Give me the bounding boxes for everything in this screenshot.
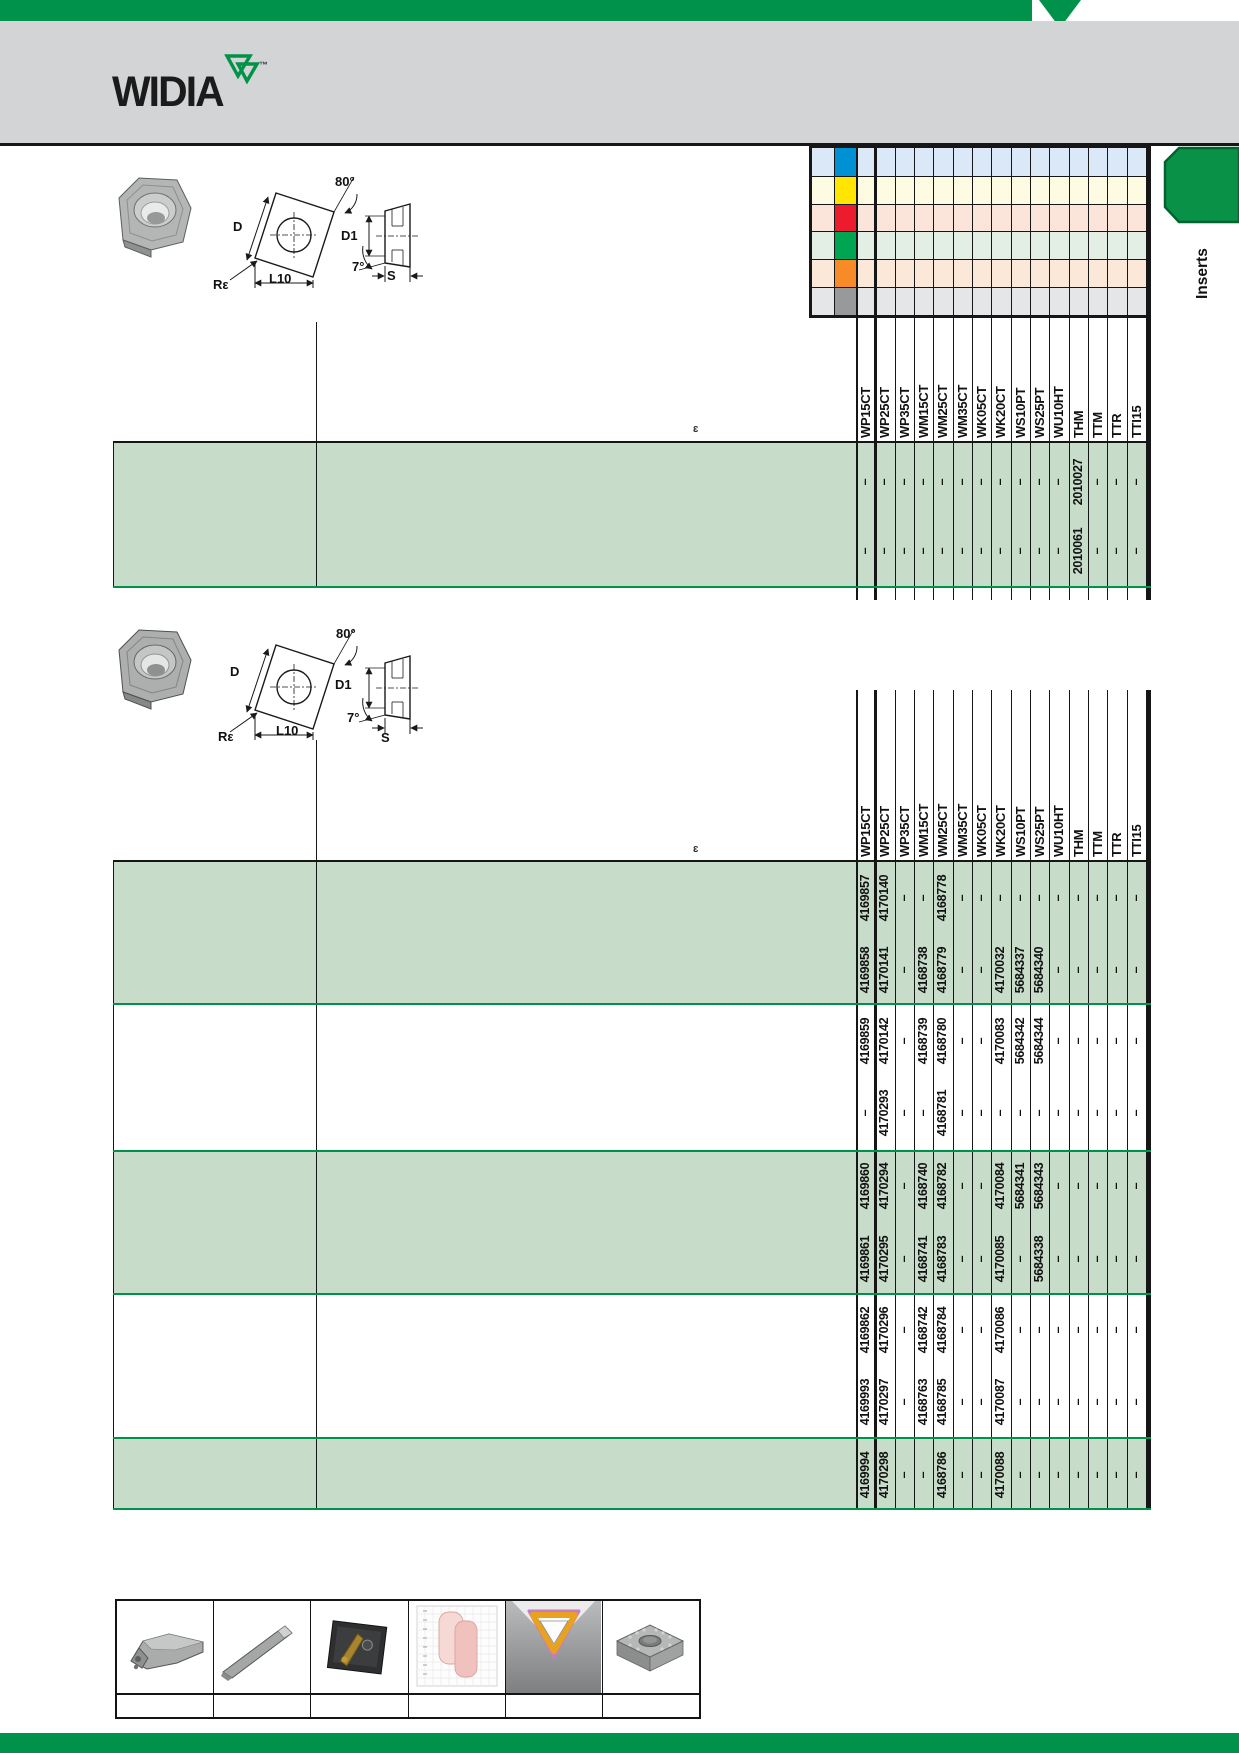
column-line xyxy=(914,690,915,1510)
grid-line xyxy=(809,259,1151,260)
order-number-cell: – xyxy=(1090,1398,1105,1406)
order-number-cell: – xyxy=(1128,1326,1143,1334)
table2-band-separator xyxy=(113,1508,1151,1510)
order-number-cell: – xyxy=(1128,1255,1143,1263)
order-number-cell: – xyxy=(858,1109,873,1117)
order-number-cell: – xyxy=(954,894,969,902)
order-number-cell: 4170295 xyxy=(877,1235,892,1283)
grade-header: WM35CT xyxy=(954,803,970,857)
insert-photo-image xyxy=(603,1601,699,1693)
order-number-cell: – xyxy=(1032,1471,1047,1479)
order-number-cell: – xyxy=(974,1255,989,1263)
strip-label-cell xyxy=(214,1695,311,1717)
order-number-cell: 4168785 xyxy=(935,1378,950,1426)
column-line xyxy=(1069,690,1070,1510)
order-number-cell: – xyxy=(1070,966,1085,974)
order-number-cell: – xyxy=(993,1109,1008,1117)
grade-header: WP35CT xyxy=(896,387,912,438)
order-number-cell: – xyxy=(896,1471,911,1479)
grade-header: WK05CT xyxy=(974,805,990,857)
column-line xyxy=(1127,690,1128,1510)
order-number-cell: – xyxy=(1090,1255,1105,1263)
order-number-cell: – xyxy=(916,1471,931,1479)
order-number-cell: – xyxy=(974,1398,989,1406)
order-number-cell: – xyxy=(974,547,989,555)
column-line xyxy=(914,148,915,600)
table-right-border xyxy=(1146,690,1151,1510)
grade-header: TTM xyxy=(1090,831,1106,857)
order-number-cell: – xyxy=(1051,1182,1066,1190)
grid-row-tint-gray xyxy=(812,287,1146,315)
order-number-cell: – xyxy=(1109,1471,1124,1479)
grade-header: WS10PT xyxy=(1012,806,1028,857)
grade-header: TTI15 xyxy=(1128,405,1144,438)
order-number-cell: – xyxy=(954,1398,969,1406)
order-number-cell: – xyxy=(954,1326,969,1334)
order-number-cell: – xyxy=(974,894,989,902)
order-number-cell: – xyxy=(974,1471,989,1479)
table2-band-separator xyxy=(113,1293,1151,1295)
grid-row-tint-blue xyxy=(812,148,1146,176)
grade-header: WP15CT xyxy=(858,387,874,438)
order-number-cell: – xyxy=(1051,1037,1066,1045)
order-number-cell: – xyxy=(916,547,931,555)
order-number-cell: – xyxy=(1032,1398,1047,1406)
order-number-cell: 4168780 xyxy=(935,1017,950,1065)
order-number-cell: – xyxy=(896,547,911,555)
column-line xyxy=(1088,690,1089,1510)
order-number-cell: – xyxy=(858,547,873,555)
clearance-label-2: 7° xyxy=(347,710,360,725)
order-number-cell: 4170087 xyxy=(993,1378,1008,1426)
radius-label-1: Rε xyxy=(213,277,229,292)
order-number-cell: – xyxy=(1070,1109,1085,1117)
order-number-cell: – xyxy=(896,1398,911,1406)
order-number-cell: 4170083 xyxy=(993,1017,1008,1065)
order-number-cell: – xyxy=(1051,1326,1066,1334)
d1-label-2: D1 xyxy=(335,677,352,692)
order-number-cell: – xyxy=(1109,966,1124,974)
order-number-cell: – xyxy=(1090,478,1105,486)
order-number-cell: 4168741 xyxy=(916,1235,931,1283)
order-number-cell: 4169861 xyxy=(858,1235,873,1283)
table1-left-border xyxy=(113,441,114,588)
grade-header: WP15CT xyxy=(858,806,874,857)
grid-swatch-red xyxy=(834,204,856,232)
order-number-cell: – xyxy=(1051,1471,1066,1479)
angle-label-2: 80° xyxy=(336,626,356,641)
widia-logo: WIDIA xyxy=(112,68,223,116)
order-number-cell: – xyxy=(858,478,873,486)
order-number-cell: – xyxy=(1051,1255,1066,1263)
order-number-cell: – xyxy=(1032,547,1047,555)
order-number-cell: – xyxy=(1051,966,1066,974)
epsilon-symbol-2: ɛ xyxy=(693,843,699,855)
order-number-cell: – xyxy=(1090,1109,1105,1117)
grade-header: THM xyxy=(1070,829,1086,857)
order-number-cell: – xyxy=(1090,1471,1105,1479)
order-number-cell: – xyxy=(974,1037,989,1045)
order-number-cell: – xyxy=(974,966,989,974)
length-label-1: L10 xyxy=(269,271,292,286)
order-number-cell: – xyxy=(1128,1182,1143,1190)
clearance-label-1: 7° xyxy=(352,259,365,274)
order-number-cell: 4170142 xyxy=(877,1017,892,1065)
order-number-cell: 4170084 xyxy=(993,1162,1008,1210)
order-number-cell: – xyxy=(1090,547,1105,555)
table2-band-separator xyxy=(113,1150,1151,1152)
order-number-cell: – xyxy=(1012,1398,1027,1406)
column-line xyxy=(895,148,896,600)
grade-header: WS25PT xyxy=(1032,806,1048,857)
table2-band-separator xyxy=(113,1003,1151,1005)
strip-label-cell xyxy=(117,1695,214,1717)
grade-header: TTI15 xyxy=(1128,824,1144,857)
grade-header: WP35CT xyxy=(896,806,912,857)
grade-header: WM35CT xyxy=(954,384,970,438)
order-number-cell: – xyxy=(1128,966,1143,974)
order-number-cell: – xyxy=(1109,894,1124,902)
grade-header: WK05CT xyxy=(974,386,990,438)
insert-photo-2 xyxy=(119,630,191,709)
grade-header: WP25CT xyxy=(877,387,893,438)
grade-header: WU10HT xyxy=(1051,805,1067,857)
order-number-cell: 4170297 xyxy=(877,1378,892,1426)
order-number-cell: 4170085 xyxy=(993,1235,1008,1283)
insert-profile-image xyxy=(506,1601,603,1693)
order-number-cell: – xyxy=(1070,894,1085,902)
order-number-cell: 4169862 xyxy=(858,1306,873,1354)
order-number-cell: – xyxy=(896,1037,911,1045)
order-number-cell: 5684340 xyxy=(1032,946,1047,994)
order-number-cell: 4168786 xyxy=(935,1451,950,1499)
side-tab-arrow-icon xyxy=(1163,146,1239,224)
order-number-cell: 4170294 xyxy=(877,1162,892,1210)
radius-label-2: Rε xyxy=(218,729,234,744)
order-number-cell: – xyxy=(1090,966,1105,974)
order-number-cell: – xyxy=(935,478,950,486)
grid-swatch-gray xyxy=(834,287,856,315)
top-bar xyxy=(0,0,1032,21)
order-number-cell: 2010027 xyxy=(1070,458,1085,506)
column-line xyxy=(1030,690,1031,1510)
d1-label-1: D1 xyxy=(341,228,358,243)
order-number-cell: – xyxy=(1090,1037,1105,1045)
strip-label-cell xyxy=(506,1695,603,1717)
order-number-cell: 5684337 xyxy=(1012,946,1027,994)
boring-bar-image xyxy=(214,1601,311,1693)
grade-header: WK20CT xyxy=(993,805,1009,857)
order-number-cell: 5684341 xyxy=(1012,1162,1027,1210)
order-number-cell: – xyxy=(916,478,931,486)
application-chart-image xyxy=(409,1601,506,1693)
grid-line xyxy=(809,146,812,318)
order-number-cell: – xyxy=(896,966,911,974)
angle-label-1: 80° xyxy=(335,174,355,189)
column-line xyxy=(953,148,954,600)
order-number-cell: – xyxy=(1070,1398,1085,1406)
grade-header: WS10PT xyxy=(1012,387,1028,438)
table1-top-border xyxy=(113,441,1151,443)
order-number-cell: 4168738 xyxy=(916,946,931,994)
order-number-cell: – xyxy=(974,1326,989,1334)
order-number-cell: 4168763 xyxy=(916,1378,931,1426)
order-number-cell: – xyxy=(1109,1182,1124,1190)
order-number-cell: – xyxy=(1012,894,1027,902)
order-number-cell: 5684342 xyxy=(1012,1017,1027,1065)
order-number-cell: 5684338 xyxy=(1032,1235,1047,1283)
grade-header: WM15CT xyxy=(916,803,932,857)
grade-header: WM15CT xyxy=(916,384,932,438)
order-number-cell: – xyxy=(1109,1037,1124,1045)
grade-header: WM25CT xyxy=(935,384,951,438)
order-number-cell: 5684344 xyxy=(1032,1017,1047,1065)
order-number-cell: – xyxy=(1032,1109,1047,1117)
grid-row-tint-orange xyxy=(812,259,1146,287)
order-number-cell: 4168742 xyxy=(916,1306,931,1354)
table1-bottom-line xyxy=(113,586,1151,588)
order-number-cell: – xyxy=(1012,1255,1027,1263)
order-number-cell: – xyxy=(1090,894,1105,902)
epsilon-symbol-1: ɛ xyxy=(693,423,699,435)
order-number-cell: – xyxy=(974,1182,989,1190)
grid-line xyxy=(809,145,1151,148)
grid-line xyxy=(809,176,1151,177)
order-number-cell: – xyxy=(1090,1326,1105,1334)
order-number-cell: 4170088 xyxy=(993,1451,1008,1499)
grid-line xyxy=(834,148,835,318)
length-label-2: L10 xyxy=(276,723,299,738)
grade-header: WU10HT xyxy=(1051,386,1067,438)
order-number-cell: – xyxy=(1128,1037,1143,1045)
grade-header: WS25PT xyxy=(1032,387,1048,438)
order-number-cell: – xyxy=(954,1255,969,1263)
order-number-cell: – xyxy=(1070,1182,1085,1190)
order-number-cell: – xyxy=(1051,1109,1066,1117)
grade-header: WP25CT xyxy=(877,806,893,857)
order-number-cell: – xyxy=(974,478,989,486)
column-line xyxy=(1011,148,1012,600)
grid-swatch-green xyxy=(834,231,856,259)
order-number-cell: – xyxy=(896,894,911,902)
order-number-cell: – xyxy=(896,478,911,486)
column-line xyxy=(895,690,896,1510)
order-number-cell: – xyxy=(1128,547,1143,555)
order-number-cell: – xyxy=(1070,1255,1085,1263)
order-number-cell: – xyxy=(1128,1109,1143,1117)
column-line xyxy=(972,148,973,600)
order-number-cell: – xyxy=(1012,1471,1027,1479)
order-number-cell: – xyxy=(1128,478,1143,486)
column-line xyxy=(1127,148,1128,600)
order-number-cell: – xyxy=(1090,1182,1105,1190)
order-number-cell: – xyxy=(1051,1398,1066,1406)
order-number-cell: – xyxy=(916,894,931,902)
cartridge-image xyxy=(311,1601,408,1693)
order-number-cell: 4169857 xyxy=(858,874,873,922)
order-number-cell: – xyxy=(1109,478,1124,486)
order-number-cell: 4170141 xyxy=(877,946,892,994)
order-number-cell: 4170298 xyxy=(877,1451,892,1499)
grade-header: TTR xyxy=(1109,413,1125,438)
grade-header: THM xyxy=(1070,410,1086,438)
order-number-cell: – xyxy=(993,894,1008,902)
order-number-cell: 4168784 xyxy=(935,1306,950,1354)
order-number-cell: – xyxy=(1032,478,1047,486)
insert-dimension-drawing-1 xyxy=(113,166,423,301)
order-number-cell: – xyxy=(1109,1255,1124,1263)
order-number-cell: – xyxy=(1070,1326,1085,1334)
order-number-cell: – xyxy=(896,1255,911,1263)
grid-line xyxy=(809,287,1151,288)
order-number-cell: – xyxy=(1012,1326,1027,1334)
order-number-cell: 4168740 xyxy=(916,1162,931,1210)
order-number-cell: – xyxy=(1128,1471,1143,1479)
order-number-cell: 4170293 xyxy=(877,1089,892,1137)
table-right-border xyxy=(1146,148,1151,600)
order-number-cell: 4168778 xyxy=(935,874,950,922)
grid-line xyxy=(809,204,1151,205)
table2-left-divider xyxy=(316,740,317,1510)
column-line xyxy=(972,690,973,1510)
strip-label-cell xyxy=(311,1695,408,1717)
grid-swatch-yellow xyxy=(834,176,856,204)
trademark-symbol: ™ xyxy=(259,60,268,70)
grid-swatch-orange xyxy=(834,259,856,287)
order-number-cell: – xyxy=(993,547,1008,555)
order-number-cell: – xyxy=(954,1037,969,1045)
thickness-label-1: S xyxy=(387,268,396,283)
order-number-cell: – xyxy=(1109,547,1124,555)
table1-left-divider xyxy=(316,322,317,588)
strip-label-cell xyxy=(409,1695,506,1717)
order-number-cell: – xyxy=(1051,894,1066,902)
column-line xyxy=(1011,690,1012,1510)
order-number-cell: – xyxy=(1032,1326,1047,1334)
widia-triangles-icon xyxy=(224,52,260,92)
order-number-cell: – xyxy=(1128,1398,1143,1406)
order-number-cell: – xyxy=(935,547,950,555)
order-number-cell: – xyxy=(1032,894,1047,902)
order-number-cell: – xyxy=(974,1109,989,1117)
order-number-cell: – xyxy=(954,478,969,486)
order-number-cell: 4170296 xyxy=(877,1306,892,1354)
order-number-cell: – xyxy=(1051,478,1066,486)
strip-label-cell xyxy=(603,1695,699,1717)
order-number-cell: – xyxy=(1070,1471,1085,1479)
thickness-label-2: S xyxy=(381,730,390,745)
grid-swatch-blue xyxy=(834,148,856,176)
column-line xyxy=(1088,148,1089,600)
column-line xyxy=(953,690,954,1510)
grade-header: WK20CT xyxy=(993,386,1009,438)
order-number-cell: – xyxy=(1012,547,1027,555)
order-number-cell: 4168783 xyxy=(935,1235,950,1283)
order-number-cell: – xyxy=(954,1471,969,1479)
order-number-cell: 4169993 xyxy=(858,1378,873,1426)
table2-left-border xyxy=(113,860,114,1510)
order-number-cell: 4168782 xyxy=(935,1162,950,1210)
order-number-cell: 4169859 xyxy=(858,1017,873,1065)
order-number-cell: – xyxy=(1109,1326,1124,1334)
order-number-cell: – xyxy=(1128,894,1143,902)
grade-header: TTM xyxy=(1090,412,1106,438)
order-number-cell: – xyxy=(896,1182,911,1190)
order-number-cell: 5684343 xyxy=(1032,1162,1047,1210)
order-number-cell: 2010061 xyxy=(1070,527,1085,575)
order-number-cell: – xyxy=(896,1326,911,1334)
order-number-cell: – xyxy=(877,478,892,486)
order-number-cell: 4169860 xyxy=(858,1162,873,1210)
order-number-cell: – xyxy=(993,478,1008,486)
order-number-cell: – xyxy=(1109,1109,1124,1117)
order-number-cell: 4168739 xyxy=(916,1017,931,1065)
insert-dimension-drawing-2 xyxy=(113,618,423,753)
table2-band-separator xyxy=(113,1437,1151,1439)
order-number-cell: – xyxy=(1012,478,1027,486)
grid-row-tint-green xyxy=(812,231,1146,259)
order-number-cell: 4168779 xyxy=(935,946,950,994)
side-tab-label: Inserts xyxy=(1194,248,1211,299)
order-number-cell: – xyxy=(954,1109,969,1117)
table2-top-border xyxy=(113,860,1151,862)
order-number-cell: – xyxy=(954,547,969,555)
grade-header: TTR xyxy=(1109,832,1125,857)
grade-header: WM25CT xyxy=(935,803,951,857)
grid-line xyxy=(809,231,1151,232)
order-number-cell: – xyxy=(1109,1398,1124,1406)
bottom-bar xyxy=(0,1733,1239,1753)
order-number-cell: – xyxy=(1012,1109,1027,1117)
d-label-1: D xyxy=(233,219,243,234)
toolholder-image xyxy=(117,1601,214,1693)
order-number-cell: – xyxy=(877,547,892,555)
column-line xyxy=(1030,148,1031,600)
product-image-strip xyxy=(115,1599,701,1719)
order-number-cell: – xyxy=(954,966,969,974)
d-label-2: D xyxy=(230,664,240,679)
insert-photo-1 xyxy=(119,178,191,257)
order-number-cell: 4168781 xyxy=(935,1089,950,1137)
order-number-cell: – xyxy=(1070,1037,1085,1045)
column-line xyxy=(1069,148,1070,600)
order-number-cell: 4170140 xyxy=(877,874,892,922)
order-number-cell: – xyxy=(916,1109,931,1117)
order-number-cell: 4170032 xyxy=(993,946,1008,994)
order-number-cell: 4169858 xyxy=(858,946,873,994)
grid-row-tint-red xyxy=(812,204,1146,232)
order-number-cell: – xyxy=(896,1109,911,1117)
order-number-cell: – xyxy=(954,1182,969,1190)
order-number-cell: 4169994 xyxy=(858,1451,873,1499)
order-number-cell: – xyxy=(1051,547,1066,555)
order-number-cell: 4170086 xyxy=(993,1306,1008,1354)
grid-row-tint-yellow xyxy=(812,176,1146,204)
